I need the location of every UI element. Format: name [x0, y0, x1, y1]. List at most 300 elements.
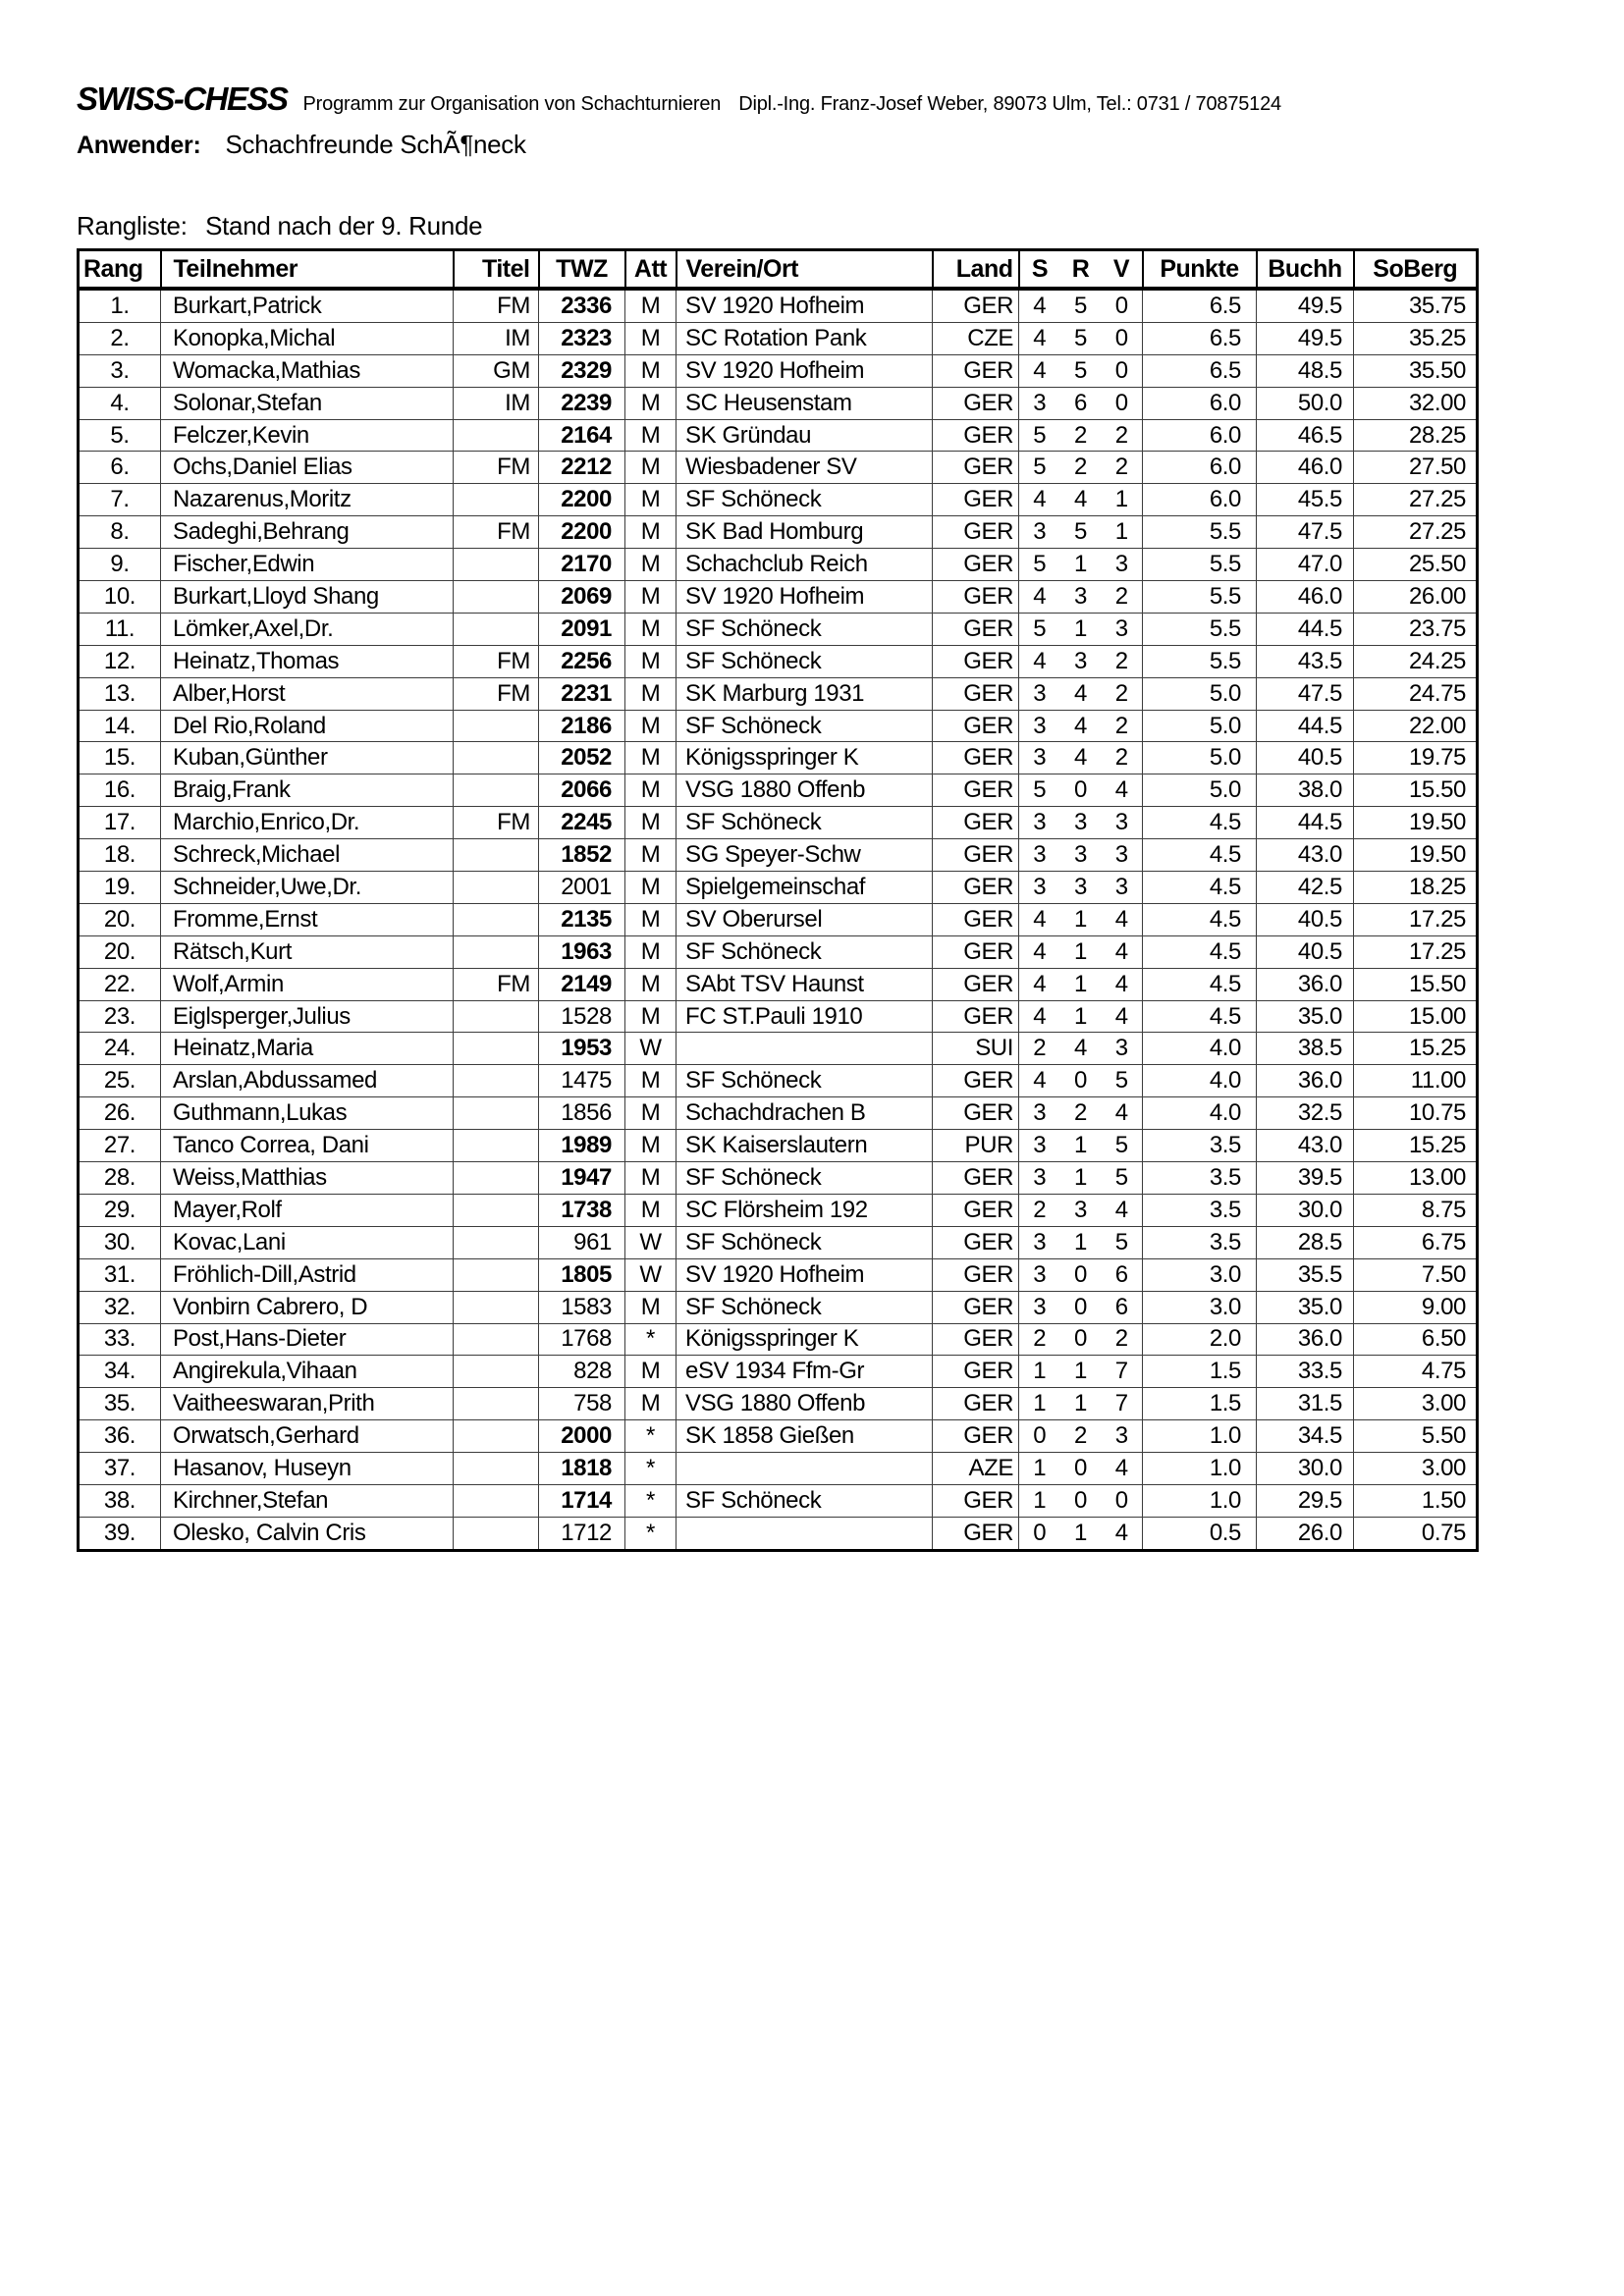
cell-punkte: 4.5: [1143, 839, 1257, 872]
cell-twz: 828: [539, 1356, 625, 1388]
cell-titel: GM: [454, 354, 539, 387]
cell-land: GER: [933, 1258, 1019, 1291]
cell-twz: 2164: [539, 419, 625, 452]
cell-buchh: 34.5: [1257, 1420, 1354, 1453]
cell-titel: FM: [454, 452, 539, 484]
ranking-table-head: [79, 250, 1478, 290]
cell-land: GER: [933, 935, 1019, 968]
cell-s: 3: [1019, 872, 1060, 904]
cell-att: M: [625, 710, 677, 742]
cell-soberg: 26.00: [1354, 581, 1478, 614]
cell-r: 4: [1060, 1033, 1102, 1065]
cell-punkte: 3.5: [1143, 1162, 1257, 1195]
table-row: [79, 903, 1478, 935]
cell-r: 1: [1060, 1517, 1102, 1550]
cell-r: 4: [1060, 484, 1102, 516]
col-header-verein: Verein/Ort: [677, 250, 933, 290]
cell-punkte: 3.5: [1143, 1226, 1257, 1258]
cell-name: Solonar,Stefan: [161, 387, 454, 419]
cell-name: Ochs,Daniel Elias: [161, 452, 454, 484]
cell-punkte: 4.0: [1143, 1065, 1257, 1097]
cell-punkte: 1.0: [1143, 1453, 1257, 1485]
cell-s: 2: [1019, 1194, 1060, 1226]
cell-buchh: 44.5: [1257, 807, 1354, 839]
cell-att: M: [625, 645, 677, 677]
cell-verein: SF Schöneck: [677, 710, 933, 742]
cell-verein: SF Schöneck: [677, 1162, 933, 1195]
cell-v: 0: [1102, 354, 1143, 387]
cell-r: 0: [1060, 1258, 1102, 1291]
cell-rang: 14.: [79, 710, 161, 742]
cell-r: 1: [1060, 1130, 1102, 1162]
cell-buchh: 43.5: [1257, 645, 1354, 677]
cell-soberg: 18.25: [1354, 872, 1478, 904]
cell-r: 1: [1060, 1226, 1102, 1258]
cell-soberg: 35.75: [1354, 289, 1478, 322]
cell-verein: SF Schöneck: [677, 935, 933, 968]
cell-s: 4: [1019, 968, 1060, 1000]
cell-name: Hasanov, Huseyn: [161, 1453, 454, 1485]
cell-s: 4: [1019, 484, 1060, 516]
cell-soberg: 23.75: [1354, 613, 1478, 645]
cell-v: 4: [1102, 1097, 1143, 1130]
table-row: [79, 872, 1478, 904]
cell-verein: Spielgemeinschaf: [677, 872, 933, 904]
cell-titel: [454, 1065, 539, 1097]
cell-twz: 2212: [539, 452, 625, 484]
cell-titel: [454, 839, 539, 872]
cell-r: 2: [1060, 1097, 1102, 1130]
cell-buchh: 31.5: [1257, 1388, 1354, 1420]
cell-twz: 1989: [539, 1130, 625, 1162]
cell-punkte: 5.5: [1143, 516, 1257, 549]
cell-name: Mayer,Rolf: [161, 1194, 454, 1226]
cell-att: M: [625, 289, 677, 322]
cell-twz: 2000: [539, 1420, 625, 1453]
cell-soberg: 19.75: [1354, 742, 1478, 774]
cell-buchh: 38.0: [1257, 774, 1354, 807]
cell-name: Wolf,Armin: [161, 968, 454, 1000]
cell-verein: Wiesbadener SV: [677, 452, 933, 484]
cell-verein: SF Schöneck: [677, 484, 933, 516]
cell-soberg: 4.75: [1354, 1356, 1478, 1388]
cell-buchh: 46.5: [1257, 419, 1354, 452]
cell-buchh: 29.5: [1257, 1484, 1354, 1517]
cell-twz: 1852: [539, 839, 625, 872]
cell-buchh: 36.0: [1257, 968, 1354, 1000]
cell-punkte: 4.5: [1143, 872, 1257, 904]
cell-s: 4: [1019, 645, 1060, 677]
cell-att: M: [625, 935, 677, 968]
cell-titel: [454, 935, 539, 968]
cell-v: 3: [1102, 549, 1143, 581]
cell-rang: 38.: [79, 1484, 161, 1517]
cell-titel: [454, 872, 539, 904]
cell-buchh: 30.0: [1257, 1453, 1354, 1485]
cell-verein: SF Schöneck: [677, 613, 933, 645]
cell-rang: 1.: [79, 289, 161, 322]
table-row: [79, 289, 1478, 322]
cell-titel: FM: [454, 645, 539, 677]
cell-verein: VSG 1880 Offenb: [677, 774, 933, 807]
cell-r: 0: [1060, 1291, 1102, 1323]
cell-soberg: 17.25: [1354, 903, 1478, 935]
cell-twz: 961: [539, 1226, 625, 1258]
cell-r: 0: [1060, 1484, 1102, 1517]
table-row: [79, 484, 1478, 516]
cell-land: GER: [933, 1000, 1019, 1033]
cell-rang: 16.: [79, 774, 161, 807]
cell-s: 2: [1019, 1033, 1060, 1065]
cell-punkte: 6.0: [1143, 452, 1257, 484]
cell-buchh: 49.5: [1257, 322, 1354, 354]
cell-twz: 1768: [539, 1323, 625, 1356]
cell-soberg: 8.75: [1354, 1194, 1478, 1226]
table-row: [79, 613, 1478, 645]
cell-att: M: [625, 1097, 677, 1130]
cell-land: GER: [933, 1420, 1019, 1453]
cell-rang: 34.: [79, 1356, 161, 1388]
cell-r: 3: [1060, 581, 1102, 614]
cell-s: 0: [1019, 1517, 1060, 1550]
col-header-teilnehmer: Teilnehmer: [161, 250, 454, 290]
col-header-s: S: [1019, 250, 1060, 290]
cell-twz: 2323: [539, 322, 625, 354]
cell-punkte: 1.0: [1143, 1420, 1257, 1453]
cell-rang: 35.: [79, 1388, 161, 1420]
cell-land: GER: [933, 774, 1019, 807]
cell-soberg: 35.25: [1354, 322, 1478, 354]
cell-name: Konopka,Michal: [161, 322, 454, 354]
cell-twz: 1818: [539, 1453, 625, 1485]
table-row: [79, 1356, 1478, 1388]
cell-twz: 1475: [539, 1065, 625, 1097]
cell-name: Vonbirn Cabrero, D: [161, 1291, 454, 1323]
cell-verein: Königsspringer K: [677, 1323, 933, 1356]
cell-rang: 4.: [79, 387, 161, 419]
ranking-table-body: [79, 289, 1478, 1550]
ranking-title: [77, 211, 1624, 241]
cell-titel: [454, 1130, 539, 1162]
cell-v: 4: [1102, 903, 1143, 935]
cell-v: 7: [1102, 1388, 1143, 1420]
cell-name: Kirchner,Stefan: [161, 1484, 454, 1517]
cell-soberg: 35.50: [1354, 354, 1478, 387]
cell-twz: 2135: [539, 903, 625, 935]
cell-name: Tanco Correa, Dani: [161, 1130, 454, 1162]
col-header-att: Att: [625, 250, 677, 290]
cell-punkte: 1.5: [1143, 1388, 1257, 1420]
cell-rang: 8.: [79, 516, 161, 549]
cell-verein: SF Schöneck: [677, 1065, 933, 1097]
app-tagline: Programm zur Organisation von Schachturnieren: [302, 93, 722, 115]
cell-land: GER: [933, 1226, 1019, 1258]
cell-titel: [454, 1388, 539, 1420]
cell-verein: Königsspringer K: [677, 742, 933, 774]
cell-land: GER: [933, 1323, 1019, 1356]
cell-titel: [454, 1033, 539, 1065]
cell-att: M: [625, 1356, 677, 1388]
cell-att: M: [625, 968, 677, 1000]
table-row: [79, 1388, 1478, 1420]
cell-rang: 5.: [79, 419, 161, 452]
cell-v: 0: [1102, 322, 1143, 354]
cell-land: GER: [933, 742, 1019, 774]
cell-land: GER: [933, 872, 1019, 904]
cell-r: 2: [1060, 1420, 1102, 1453]
cell-att: *: [625, 1453, 677, 1485]
cell-titel: [454, 1291, 539, 1323]
cell-rang: 9.: [79, 549, 161, 581]
cell-titel: [454, 1226, 539, 1258]
cell-s: 3: [1019, 677, 1060, 710]
cell-titel: [454, 774, 539, 807]
cell-punkte: 3.5: [1143, 1130, 1257, 1162]
cell-titel: [454, 549, 539, 581]
table-row: [79, 1420, 1478, 1453]
cell-verein: SG Speyer-Schw: [677, 839, 933, 872]
cell-verein: [677, 1453, 933, 1485]
cell-land: GER: [933, 1065, 1019, 1097]
table-row: [79, 807, 1478, 839]
cell-buchh: 47.5: [1257, 516, 1354, 549]
cell-punkte: 5.0: [1143, 677, 1257, 710]
cell-buchh: 43.0: [1257, 839, 1354, 872]
cell-punkte: 4.5: [1143, 935, 1257, 968]
cell-verein: SK 1858 Gießen: [677, 1420, 933, 1453]
table-row: [79, 581, 1478, 614]
table-row: [79, 1033, 1478, 1065]
cell-buchh: 42.5: [1257, 872, 1354, 904]
cell-att: M: [625, 903, 677, 935]
cell-titel: [454, 903, 539, 935]
cell-buchh: 46.0: [1257, 452, 1354, 484]
cell-s: 2: [1019, 1323, 1060, 1356]
cell-rang: 26.: [79, 1097, 161, 1130]
cell-r: 3: [1060, 872, 1102, 904]
cell-v: 4: [1102, 935, 1143, 968]
cell-name: Fromme,Ernst: [161, 903, 454, 935]
cell-s: 3: [1019, 839, 1060, 872]
cell-buchh: 35.5: [1257, 1258, 1354, 1291]
cell-punkte: 6.5: [1143, 322, 1257, 354]
table-row: [79, 322, 1478, 354]
cell-rang: 15.: [79, 742, 161, 774]
cell-s: 4: [1019, 1000, 1060, 1033]
cell-s: 4: [1019, 322, 1060, 354]
cell-titel: FM: [454, 289, 539, 322]
cell-s: 5: [1019, 419, 1060, 452]
cell-name: Post,Hans-Dieter: [161, 1323, 454, 1356]
cell-r: 2: [1060, 419, 1102, 452]
cell-titel: [454, 1517, 539, 1550]
cell-punkte: 4.5: [1143, 807, 1257, 839]
cell-soberg: 15.25: [1354, 1033, 1478, 1065]
cell-att: M: [625, 387, 677, 419]
cell-land: GER: [933, 1194, 1019, 1226]
cell-r: 2: [1060, 452, 1102, 484]
cell-v: 0: [1102, 1484, 1143, 1517]
ranking-title-label: Rangliste:: [77, 211, 188, 240]
cell-buchh: 43.0: [1257, 1130, 1354, 1162]
cell-twz: 758: [539, 1388, 625, 1420]
cell-att: M: [625, 1388, 677, 1420]
cell-punkte: 5.5: [1143, 645, 1257, 677]
col-header-r: R: [1060, 250, 1102, 290]
cell-titel: [454, 710, 539, 742]
cell-att: M: [625, 839, 677, 872]
cell-land: GER: [933, 903, 1019, 935]
table-row: [79, 387, 1478, 419]
cell-r: 1: [1060, 968, 1102, 1000]
cell-soberg: 27.25: [1354, 484, 1478, 516]
cell-rang: 31.: [79, 1258, 161, 1291]
cell-att: *: [625, 1323, 677, 1356]
table-row: [79, 968, 1478, 1000]
cell-name: Burkart,Lloyd Shang: [161, 581, 454, 614]
ranking-table: [77, 248, 1479, 1552]
cell-soberg: 25.50: [1354, 549, 1478, 581]
cell-punkte: 6.0: [1143, 484, 1257, 516]
col-header-punkte: Punkte: [1143, 250, 1257, 290]
cell-r: 6: [1060, 387, 1102, 419]
cell-land: GER: [933, 354, 1019, 387]
cell-name: Marchio,Enrico,Dr.: [161, 807, 454, 839]
cell-v: 3: [1102, 807, 1143, 839]
cell-s: 5: [1019, 452, 1060, 484]
cell-name: Womacka,Mathias: [161, 354, 454, 387]
cell-v: 4: [1102, 1000, 1143, 1033]
cell-verein: Schachclub Reich: [677, 549, 933, 581]
cell-v: 3: [1102, 1420, 1143, 1453]
cell-punkte: 3.0: [1143, 1258, 1257, 1291]
cell-s: 4: [1019, 935, 1060, 968]
cell-name: Kovac,Lani: [161, 1226, 454, 1258]
cell-soberg: 13.00: [1354, 1162, 1478, 1195]
cell-soberg: 7.50: [1354, 1258, 1478, 1291]
cell-titel: [454, 419, 539, 452]
cell-twz: 2149: [539, 968, 625, 1000]
cell-v: 2: [1102, 1323, 1143, 1356]
cell-name: Braig,Frank: [161, 774, 454, 807]
cell-rang: 18.: [79, 839, 161, 872]
cell-titel: [454, 1097, 539, 1130]
cell-rang: 27.: [79, 1130, 161, 1162]
table-row: [79, 1484, 1478, 1517]
cell-verein: [677, 1033, 933, 1065]
cell-twz: 2245: [539, 807, 625, 839]
cell-v: 2: [1102, 645, 1143, 677]
cell-name: Rätsch,Kurt: [161, 935, 454, 968]
cell-titel: FM: [454, 807, 539, 839]
cell-titel: [454, 1000, 539, 1033]
cell-v: 2: [1102, 710, 1143, 742]
cell-land: GER: [933, 419, 1019, 452]
cell-titel: IM: [454, 322, 539, 354]
cell-name: Angirekula,Vihaan: [161, 1356, 454, 1388]
cell-soberg: 0.75: [1354, 1517, 1478, 1550]
cell-s: 3: [1019, 516, 1060, 549]
cell-verein: SV 1920 Hofheim: [677, 289, 933, 322]
cell-att: M: [625, 742, 677, 774]
cell-v: 2: [1102, 419, 1143, 452]
cell-name: Lömker,Axel,Dr.: [161, 613, 454, 645]
cell-r: 1: [1060, 549, 1102, 581]
cell-s: 3: [1019, 1130, 1060, 1162]
cell-soberg: 11.00: [1354, 1065, 1478, 1097]
table-row: [79, 1130, 1478, 1162]
cell-titel: [454, 1323, 539, 1356]
cell-punkte: 6.5: [1143, 354, 1257, 387]
cell-s: 4: [1019, 903, 1060, 935]
table-row: [79, 1065, 1478, 1097]
cell-verein: FC ST.Pauli 1910: [677, 1000, 933, 1033]
cell-twz: 1738: [539, 1194, 625, 1226]
cell-r: 1: [1060, 935, 1102, 968]
cell-buchh: 40.5: [1257, 742, 1354, 774]
cell-buchh: 36.0: [1257, 1323, 1354, 1356]
cell-verein: Schachdrachen B: [677, 1097, 933, 1130]
app-brand: SWISS-CHESS: [77, 80, 288, 117]
cell-land: GER: [933, 677, 1019, 710]
cell-rang: 19.: [79, 872, 161, 904]
cell-soberg: 17.25: [1354, 935, 1478, 968]
cell-v: 3: [1102, 839, 1143, 872]
cell-v: 5: [1102, 1226, 1143, 1258]
cell-rang: 23.: [79, 1000, 161, 1033]
cell-verein: SV Oberursel: [677, 903, 933, 935]
cell-punkte: 0.5: [1143, 1517, 1257, 1550]
cell-name: Schneider,Uwe,Dr.: [161, 872, 454, 904]
cell-soberg: 6.75: [1354, 1226, 1478, 1258]
cell-s: 3: [1019, 710, 1060, 742]
cell-verein: SV 1920 Hofheim: [677, 1258, 933, 1291]
cell-r: 3: [1060, 839, 1102, 872]
table-row: [79, 1194, 1478, 1226]
cell-land: GER: [933, 839, 1019, 872]
table-row: [79, 549, 1478, 581]
cell-att: W: [625, 1226, 677, 1258]
cell-punkte: 5.5: [1143, 581, 1257, 614]
cell-verein: SF Schöneck: [677, 807, 933, 839]
cell-rang: 20.: [79, 935, 161, 968]
cell-buchh: 47.5: [1257, 677, 1354, 710]
cell-s: 4: [1019, 289, 1060, 322]
cell-soberg: 3.00: [1354, 1453, 1478, 1485]
cell-land: GER: [933, 1484, 1019, 1517]
cell-rang: 13.: [79, 677, 161, 710]
cell-v: 5: [1102, 1065, 1143, 1097]
cell-soberg: 22.00: [1354, 710, 1478, 742]
cell-buchh: 35.0: [1257, 1291, 1354, 1323]
cell-v: 4: [1102, 1517, 1143, 1550]
cell-soberg: 27.25: [1354, 516, 1478, 549]
cell-v: 1: [1102, 484, 1143, 516]
cell-rang: 7.: [79, 484, 161, 516]
table-row: [79, 1453, 1478, 1485]
cell-soberg: 24.75: [1354, 677, 1478, 710]
cell-punkte: 5.5: [1143, 549, 1257, 581]
cell-s: 1: [1019, 1356, 1060, 1388]
cell-rang: 39.: [79, 1517, 161, 1550]
cell-buchh: 45.5: [1257, 484, 1354, 516]
cell-buchh: 39.5: [1257, 1162, 1354, 1195]
cell-r: 1: [1060, 1000, 1102, 1033]
cell-v: 7: [1102, 1356, 1143, 1388]
cell-soberg: 27.50: [1354, 452, 1478, 484]
cell-att: M: [625, 1291, 677, 1323]
cell-titel: [454, 1453, 539, 1485]
